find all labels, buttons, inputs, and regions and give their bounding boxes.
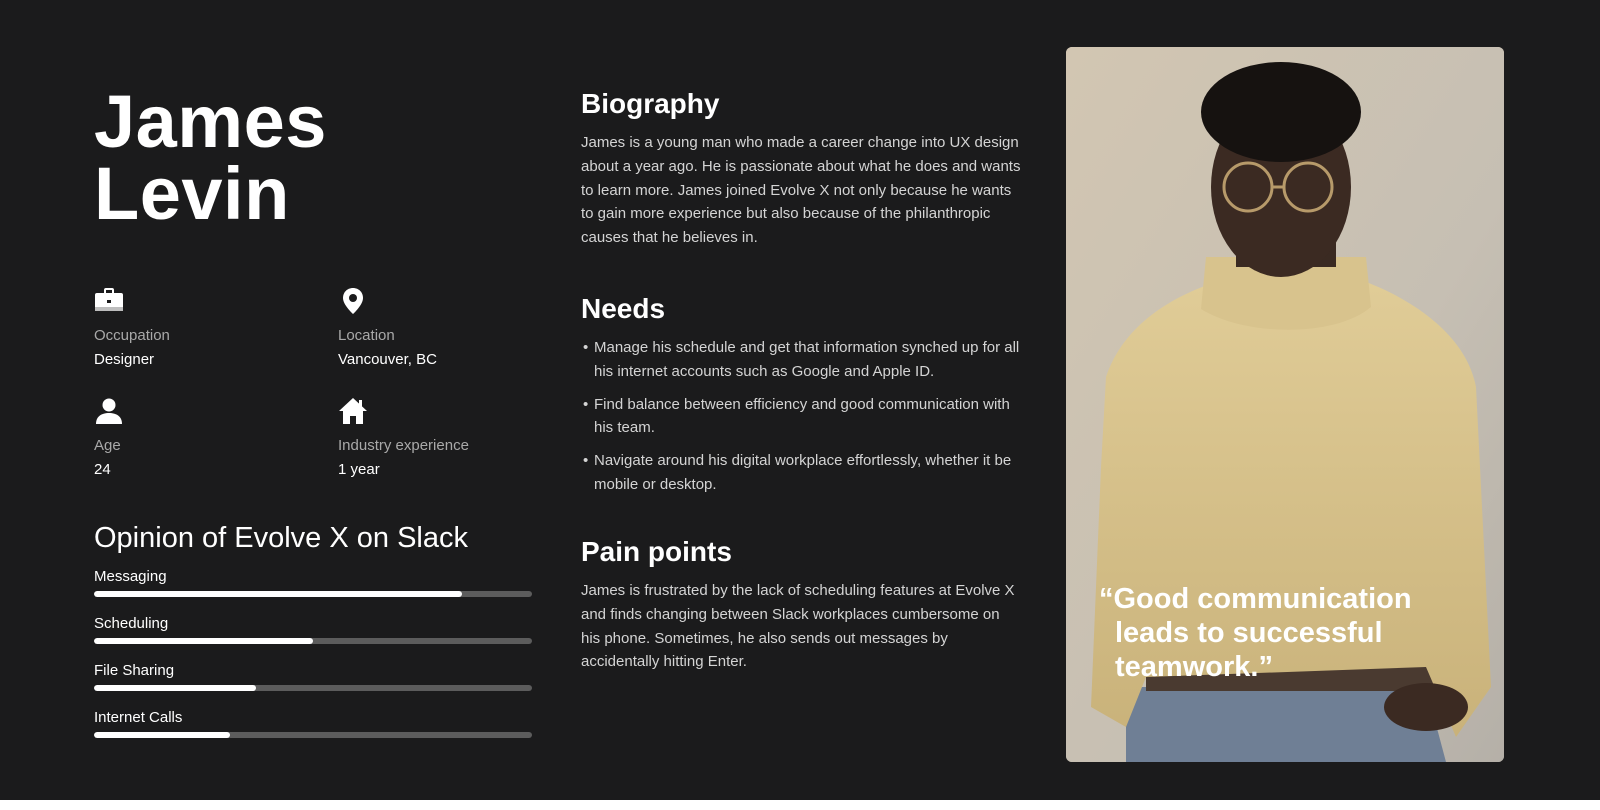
needs-item: • Navigate around his digital workplace effortlessly, whether it be mobile or desktop.: [581, 449, 1021, 497]
experience-label: Industry experience: [338, 437, 469, 454]
meter-track: [94, 732, 532, 738]
age-label: Age: [94, 437, 121, 454]
meter-messaging: [94, 568, 532, 597]
needs-item: • Manage his schedule and get that information synched up for all his internet accounts such as Google and Apple ID.: [581, 336, 1021, 384]
location-label: Location: [338, 327, 395, 344]
person-icon: [94, 396, 124, 426]
meter-file-sharing: [94, 662, 532, 691]
needs-title: Needs: [581, 293, 666, 324]
location-info: [338, 286, 558, 370]
meter-track: [94, 685, 532, 691]
occupation-info: [94, 286, 314, 370]
meter-internet-calls: [94, 709, 532, 738]
pain-points-text: James is frustrated by the lack of scheduling features at Evolve X and finds changing between Slack workplaces cumbersome on his phone. Sometimes, he also sends out messages by accidentally hitting Enter.: [581, 582, 1015, 671]
biography-title: Biography: [581, 88, 720, 119]
age-value: 24: [94, 461, 111, 478]
meter-fill: [94, 685, 256, 691]
bottom-divider: [0, 800, 1600, 810]
meter-label: Internet Calls: [94, 709, 183, 726]
occupation-value: Designer: [94, 351, 155, 368]
first-name: James: [94, 80, 327, 163]
needs-list: [581, 336, 1021, 506]
location-value: Vancouver, BC: [338, 351, 437, 368]
house-icon: [338, 396, 368, 426]
needs-item: • Find balance between efficiency and good communication with his team.: [581, 393, 1021, 441]
meter-fill: [94, 732, 230, 738]
meter-fill: [94, 591, 462, 597]
opinion-title: Opinion of Evolve X on Slack: [94, 522, 468, 554]
persona-name: [94, 80, 327, 235]
meter-fill: [94, 638, 313, 644]
meter-scheduling: [94, 615, 532, 644]
occupation-label: Occupation: [94, 327, 170, 344]
meter-label: File Sharing: [94, 662, 175, 679]
experience-value: 1 year: [338, 461, 380, 478]
pain-points-title: Pain points: [581, 536, 732, 567]
meter-track: [94, 638, 532, 644]
age-info: [94, 396, 314, 480]
persona-quote: “Good communication leads to successful teamwork.”: [1099, 583, 1412, 683]
last-name: Levin: [94, 152, 290, 235]
map-pin-icon: [338, 286, 368, 316]
meter-track: [94, 591, 532, 597]
meter-label: Messaging: [94, 568, 167, 585]
meter-label: Scheduling: [94, 615, 169, 632]
experience-info: [338, 396, 558, 480]
briefcase-icon: [94, 286, 124, 316]
biography-text: James is a young man who made a career change into UX design about a year ago. He is passionate about what he does and wants to learn more. James joined Evolve X not only because he wants to gain more experience but also because of the philanthropic causes that he believes in.: [581, 134, 1021, 247]
